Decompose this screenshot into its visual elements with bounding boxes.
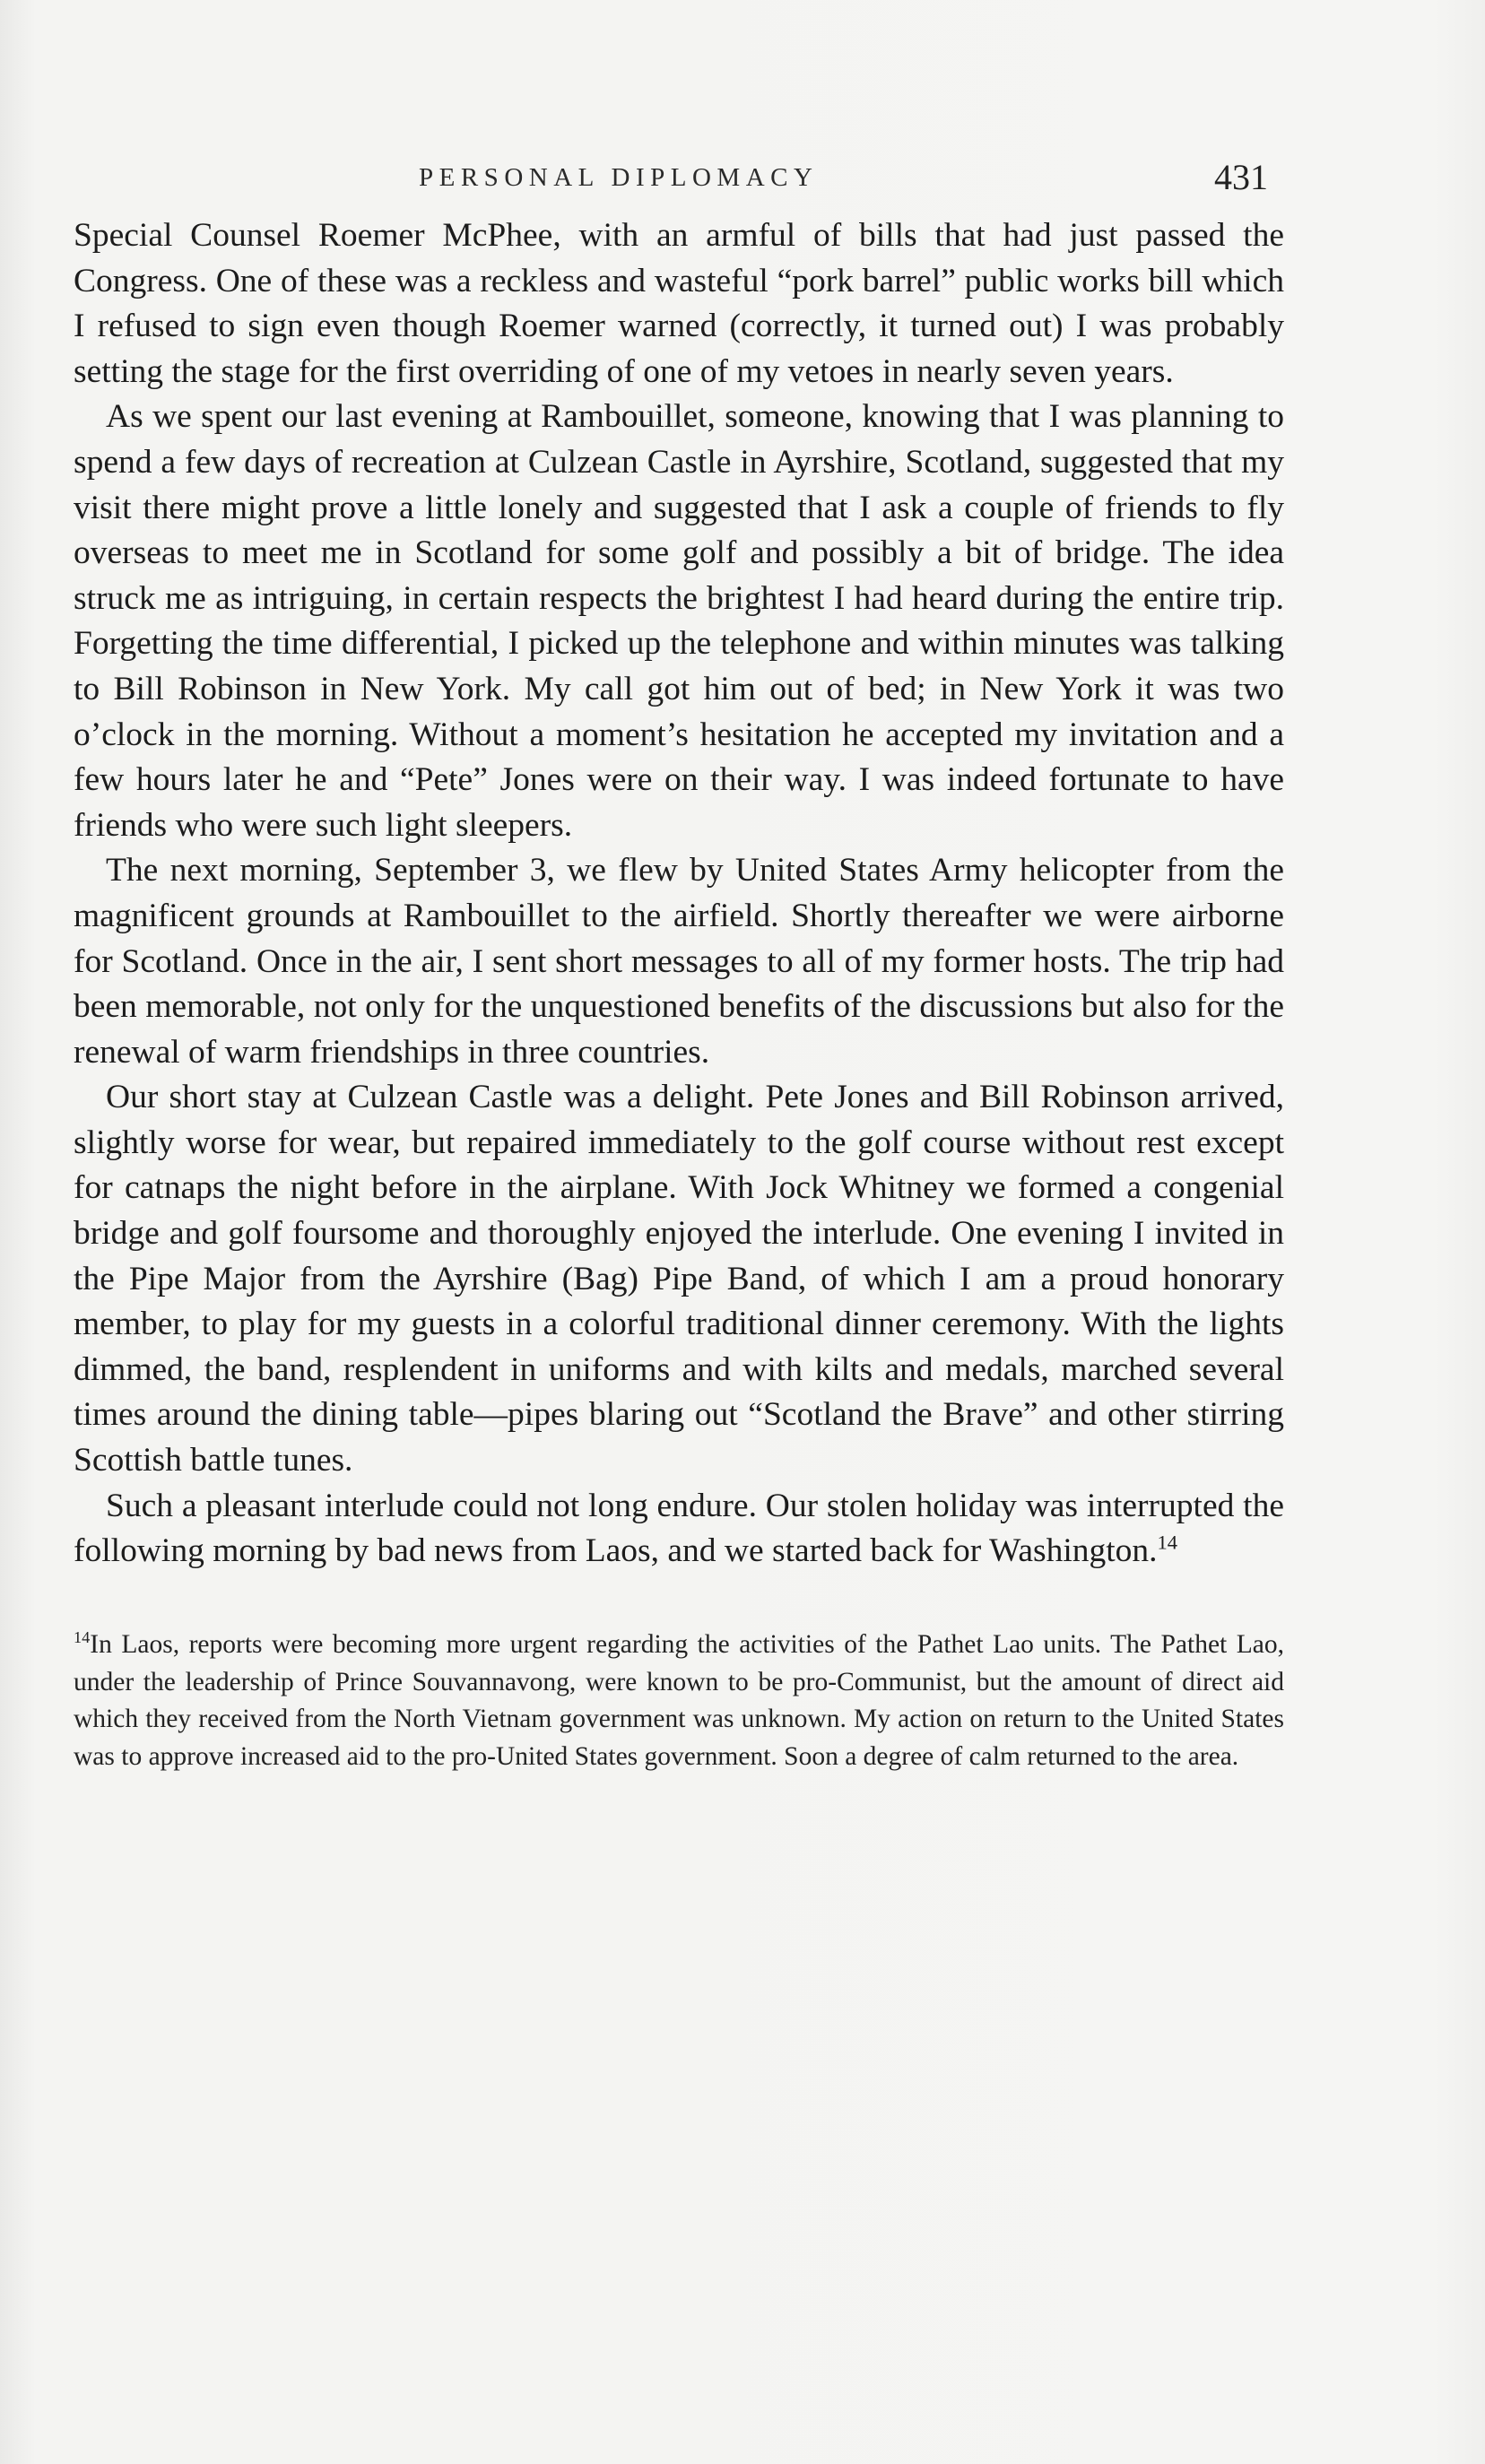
running-title: PERSONAL DIPLOMACY xyxy=(419,163,819,192)
paragraph-5 xyxy=(74,1484,1284,1575)
paragraph-text: The next morning, September 3, we flew by United States Army helicopter from the magnificent grounds at Rambouillet to the airfield. Shortly thereafter we were airborne for Scotland. Once in the air, I sent short messages to all of my former hosts. The trip had been memorable, not only for the unquestioned benefits of the discussions but also for the renewal of warm friendships in three countries. xyxy=(74,852,1284,1071)
footnote xyxy=(74,1627,1284,1776)
footnote-text: In Laos, reports were becoming more urgent regarding the activities of the Pathet Lao units. The Pathet Lao, under the leadership of Prince Souvannavong, were known to be pro-Communist, but the amount of direct aid which they received from the North Vietnam government was unknown. My action on return to the United States was to approve increased aid to the pro-United States government. Soon a degree of calm returned to the area. xyxy=(74,1629,1284,1772)
paragraph-1 xyxy=(74,213,1284,395)
running-head xyxy=(74,152,1284,206)
footnote-reference: 14 xyxy=(1157,1531,1178,1554)
paragraph-3 xyxy=(74,848,1284,1075)
paragraph-text: As we spent our last evening at Rambouillet, someone, knowing that I was planning to spend a few days of recreation at Culzean Castle in Ayrshire, Scotland, suggested that my visit there might prove a little lonely and suggested that I ask a couple of friends to fly overseas to meet me in Scotland for some golf and possibly a bit of bridge. The idea struck me as intriguing, in certain respects the brightest I had heard during the entire trip. Forgetting the time differential, I picked up the telephone and within minutes was talking to Bill Robinson in New York. My call got him out of bed; in New York it was two o’clock in the morning. Without a moment’s hesitation he accepted my invitation and a few hours later he and “Pete” Jones were on their way. I was indeed fortunate to have friends who were such light sleepers. xyxy=(74,398,1284,844)
page-number: 431 xyxy=(1214,157,1268,197)
paragraph-text: Such a pleasant interlude could not long endure. Our stolen holiday was interrupted the following morning by bad news from Laos, and we started back for Washington. xyxy=(74,1487,1284,1570)
paragraph-text: Special Counsel Roemer McPhee, with an armful of bills that had just passed the Congress. One of these was a reckless and wasteful “pork barrel” public works bill which I refused to sign even though Roemer warned (correctly, it turned out) I was probably setting the stage for the first overriding of one of my vetoes in nearly seven years. xyxy=(74,217,1284,390)
book-page xyxy=(74,152,1284,1776)
paragraph-2 xyxy=(74,395,1284,848)
paragraph-4 xyxy=(74,1075,1284,1483)
body-text xyxy=(74,213,1284,1575)
footnote-marker: 14 xyxy=(74,1627,91,1646)
paragraph-text: Our short stay at Culzean Castle was a delight. Pete Jones and Bill Robinson arrived, slightly worse for wear, but repaired immediately to the golf course without rest except for catnaps the night before in the airplane. With Jock Whitney we formed a congenial bridge and golf foursome and thoroughly enjoyed the interlude. One evening I invited in the Pipe Major from the Ayrshire (Bag) Pipe Band, of which I am a proud honorary member, to play for my guests in a colorful traditional dinner ceremony. With the lights dimmed, the band, resplendent in uniforms and with kilts and medals, marched several times around the dining table—pipes blaring out “Scotland the Brave” and other stirring Scottish battle tunes. xyxy=(74,1079,1284,1479)
